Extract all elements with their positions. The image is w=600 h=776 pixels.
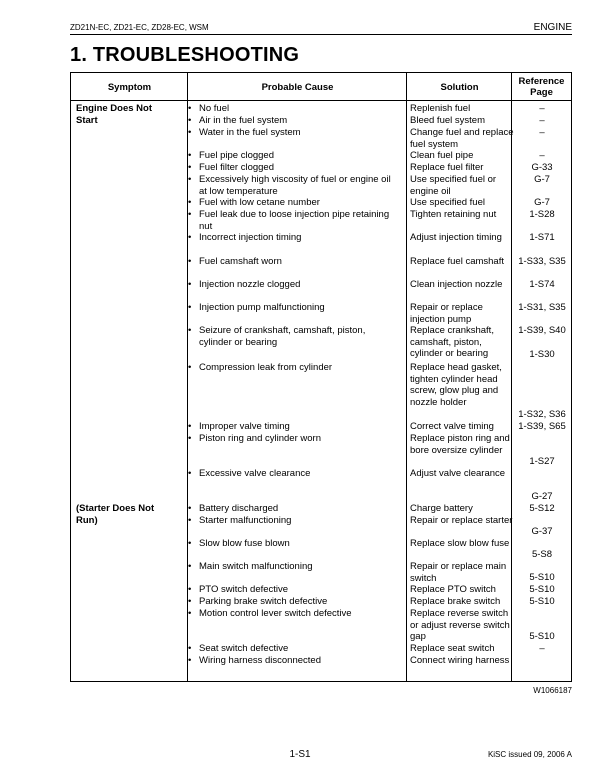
bullet: •: [188, 209, 192, 220]
solution-item: Replace piston ring and bore oversize cylinder: [410, 433, 510, 456]
probable-cause-text: Parking brake switch defective: [199, 596, 328, 607]
reference-page-item: 5-S8: [531, 549, 553, 560]
reference-page-item: 1-S33, S35: [518, 256, 566, 267]
bullet: •: [188, 256, 192, 267]
solution-item: Clean fuel pipe: [410, 150, 474, 161]
reference-page-item: 1-S27: [529, 456, 555, 467]
reference-page-item: G-7: [534, 197, 550, 208]
symptom-starter-does-not-run: (Starter Does Not Run): [76, 503, 155, 526]
page-title: 1. TROUBLESHOOTING: [70, 44, 300, 66]
bullet: •: [188, 468, 192, 479]
probable-cause-item: [188, 150, 398, 162]
reference-page-item: –: [539, 127, 545, 138]
probable-cause-item: [188, 103, 398, 115]
bullet: •: [188, 279, 192, 290]
probable-cause-text: Fuel leak due to loose injection pipe retaining nut: [199, 209, 390, 232]
probable-cause-text: Seat switch defective: [199, 643, 289, 654]
solution-item: Repair or replace main switch: [410, 561, 507, 584]
solution-item: Change fuel and replace fuel system: [410, 127, 514, 150]
probable-cause-text: Excessively high viscosity of fuel or engine oil at low temperature: [199, 174, 391, 197]
probable-cause-item: [188, 515, 398, 527]
bullet: •: [188, 503, 192, 514]
column-header-solution: Solution: [440, 81, 479, 93]
solution-item: Tighten retaining nut: [410, 209, 497, 220]
probable-cause-item: [188, 197, 398, 209]
column-header-probable-cause: Probable Cause: [261, 81, 334, 93]
bullet: •: [188, 302, 192, 313]
bullet: •: [188, 162, 192, 173]
reference-page-item: 1-S74: [529, 279, 555, 290]
bullet: •: [188, 150, 192, 161]
reference-page-item: 1-S39, S40: [518, 325, 566, 336]
solution-item: Adjust valve clearance: [410, 468, 506, 479]
probable-cause-item: [188, 127, 398, 139]
probable-cause-text: Excessive valve clearance: [199, 468, 311, 479]
probable-cause-item: [188, 503, 398, 515]
header-section: ENGINE: [533, 22, 572, 33]
solution-item: Replace reverse switch or adjust reverse switch gap: [410, 608, 510, 643]
probable-cause-item: [188, 655, 398, 667]
bullet: •: [188, 232, 192, 243]
column-divider: [406, 73, 407, 681]
reference-page-item: 1-S71: [529, 232, 555, 243]
bullet: •: [188, 643, 192, 654]
reference-page-item: 1-S32, S36: [518, 409, 566, 420]
probable-cause-item: [188, 279, 398, 291]
probable-cause-text: PTO switch defective: [199, 584, 289, 595]
reference-page-item: G-27: [531, 491, 553, 502]
reference-page-item: G-7: [534, 174, 550, 185]
solution-item: Replace fuel camshaft: [410, 256, 504, 267]
bullet: •: [188, 433, 192, 444]
troubleshooting-table: [70, 72, 572, 682]
solution-item: Correct valve timing: [410, 421, 494, 432]
probable-cause-item: [188, 302, 398, 314]
reference-page-item: 5-S10: [529, 596, 555, 607]
solution-item: Replace fuel filter: [410, 162, 484, 173]
column-header-symptom: Symptom: [107, 81, 152, 93]
bullet: •: [188, 127, 192, 138]
probable-cause-text: Fuel pipe clogged: [199, 150, 274, 161]
probable-cause-text: Injection nozzle clogged: [199, 279, 301, 290]
probable-cause-text: Improper valve timing: [199, 421, 290, 432]
reference-page-item: 1-S31, S35: [518, 302, 566, 313]
solution-item: Bleed fuel system: [410, 115, 485, 126]
reference-page-item: –: [539, 103, 545, 114]
probable-cause-text: Fuel camshaft worn: [199, 256, 282, 267]
column-header-reference-page: Reference Page: [518, 76, 565, 98]
probable-cause-text: Battery discharged: [199, 503, 279, 514]
probable-cause-item: [188, 115, 398, 127]
probable-cause-text: Fuel filter clogged: [199, 162, 274, 173]
page-number: 1-S1: [289, 749, 311, 760]
probable-cause-item: [188, 174, 398, 197]
solution-item: Clean injection nozzle: [410, 279, 503, 290]
bullet: •: [188, 655, 192, 666]
probable-cause-item: [188, 538, 398, 550]
probable-cause-item: [188, 643, 398, 655]
reference-page-item: 5-S10: [529, 572, 555, 583]
reference-page-item: –: [539, 150, 545, 161]
reference-page-item: 5-S10: [529, 584, 555, 595]
probable-cause-text: Piston ring and cylinder worn: [199, 433, 321, 444]
reference-page-item: 1-S30: [529, 349, 555, 360]
reference-page-item: 5-S12: [529, 503, 555, 514]
probable-cause-text: No fuel: [199, 103, 230, 114]
probable-cause-text: Incorrect injection timing: [199, 232, 302, 243]
solution-item: Replace seat switch: [410, 643, 495, 654]
bullet: •: [188, 421, 192, 432]
probable-cause-text: Wiring harness disconnected: [199, 655, 321, 666]
probable-cause-text: Starter malfunctioning: [199, 515, 292, 526]
probable-cause-text: Injection pump malfunctioning: [199, 302, 325, 313]
symptom-engine-does-not-start: Engine Does Not Start: [76, 103, 153, 126]
probable-cause-text: Water in the fuel system: [199, 127, 301, 138]
probable-cause-text: Fuel with low cetane number: [199, 197, 320, 208]
probable-cause-item: [188, 608, 398, 620]
probable-cause-item: [188, 209, 398, 232]
bullet: •: [188, 325, 192, 336]
probable-cause-text: Slow blow fuse blown: [199, 538, 290, 549]
reference-page-item: 5-S10: [529, 631, 555, 642]
reference-page-item: –: [539, 643, 545, 654]
probable-cause-text: Compression leak from cylinder: [199, 362, 333, 373]
solution-item: Replace brake switch: [410, 596, 501, 607]
bullet: •: [188, 584, 192, 595]
reference-page-item: 1-S28: [529, 209, 555, 220]
bullet: •: [188, 538, 192, 549]
reference-page-item: G-33: [531, 162, 553, 173]
probable-cause-item: [188, 596, 398, 608]
probable-cause-item: [188, 468, 398, 480]
bullet: •: [188, 608, 192, 619]
bullet: •: [188, 115, 192, 126]
solution-item: Use specified fuel: [410, 197, 485, 208]
probable-cause-text: Seizure of crankshaft, camshaft, piston, cylinder or bearing: [199, 325, 366, 348]
probable-cause-item: [188, 421, 398, 433]
solution-item: Adjust injection timing: [410, 232, 502, 243]
solution-item: Connect wiring harness: [410, 655, 510, 666]
probable-cause-text: Main switch malfunctioning: [199, 561, 313, 572]
bullet: •: [188, 197, 192, 208]
probable-cause-item: [188, 362, 398, 374]
bullet: •: [188, 515, 192, 526]
issued-note: KiSC issued 09, 2006 A: [487, 750, 572, 759]
solution-item: Replenish fuel: [410, 103, 471, 114]
solution-item: Replace head gasket, tighten cylinder head screw, glow plug and nozzle holder: [410, 362, 502, 408]
header-divider: [70, 34, 572, 35]
probable-cause-text: Air in the fuel system: [199, 115, 288, 126]
probable-cause-item: [188, 256, 398, 268]
reference-page-item: –: [539, 115, 545, 126]
bullet: •: [188, 561, 192, 572]
probable-cause-item: [188, 162, 398, 174]
solution-item: Repair or replace injection pump: [410, 302, 483, 325]
bullet: •: [188, 174, 192, 185]
bullet: •: [188, 596, 192, 607]
solution-item: Replace slow blow fuse: [410, 538, 510, 549]
solution-item: Use specified fuel or engine oil: [410, 174, 497, 197]
probable-cause-item: [188, 584, 398, 596]
probable-cause-item: [188, 232, 398, 244]
solution-item: Charge battery: [410, 503, 473, 514]
figure-code: W1066187: [533, 686, 572, 695]
bullet: •: [188, 362, 192, 373]
header-models: ZD21N-EC, ZD21-EC, ZD28-EC, WSM: [70, 23, 209, 32]
probable-cause-item: [188, 561, 398, 573]
probable-cause-item: [188, 433, 398, 445]
solution-item: Replace crankshaft, camshaft, piston, cylinder or bearing: [410, 325, 494, 360]
solution-item: Replace PTO switch: [410, 584, 496, 595]
reference-page-item: G-37: [531, 526, 553, 537]
probable-cause-item: [188, 325, 398, 348]
solution-item: Repair or replace starter: [410, 515, 513, 526]
probable-cause-text: Motion control lever switch defective: [199, 608, 352, 619]
table-header: [71, 73, 571, 101]
bullet: •: [188, 103, 192, 114]
reference-page-item: 1-S39, S65: [518, 421, 566, 432]
